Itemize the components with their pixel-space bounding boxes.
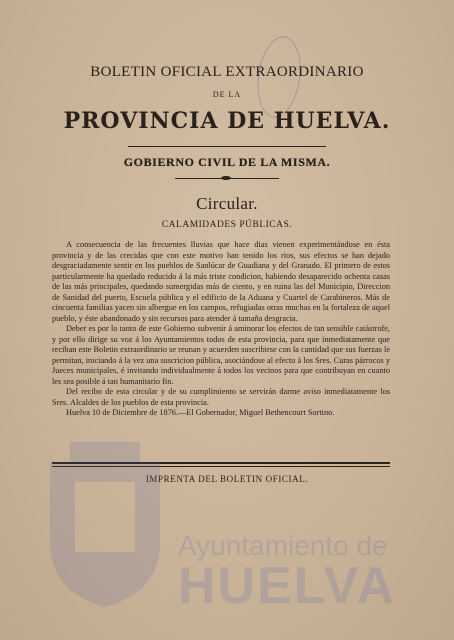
- paragraph: Huelva 10 de Diciembre de 1876.—El Gobernador, Miguel Bethencourt Sortino.: [66, 408, 335, 417]
- printer-credit: IMPRENTA DEL BOLETIN OFICIAL.: [145, 474, 309, 484]
- paragraph: Deber es por lo tanto de este Gobierno subvenir á aminorar los efectos de tan sensible catástrofe, y por ello dirige su voz á los Ayuntamientos todos de esta provincia, para que inmediatamente que reciban este Boletin extraordinario se reunan y acuerden suscribirse con la cantidad que sus fuerzas le permitan, iniciando á la vez una suscricion pública, asociándose al efecto á los Sres. Curas párrocos y Jueces municipales, é invitando individualmente á todos los vecinos para que contribuyan en cuanto les sea posible á tan humanitario fin.: [52, 324, 390, 386]
- paragraph: Del recibo de esta circular y de su cumplimiento se servirán darme aviso inmediatamente los Sres. Alcaldes de los pueblos de esta provincia.: [52, 387, 390, 407]
- header-line2: DE LA: [212, 90, 242, 99]
- header-line1: BOLETIN OFICIAL EXTRAORDINARIO: [90, 64, 364, 80]
- section-heading: GOBIERNO CIVIL DE LA MISMA.: [123, 155, 331, 169]
- ornamental-divider: [175, 178, 279, 179]
- watermark-line1: Ayuntamiento de: [178, 530, 388, 561]
- coat-of-arms-watermark: [40, 442, 170, 612]
- watermark-line2: HUELVA: [178, 557, 397, 615]
- document-subtitle: CALAMIDADES PÚBLICAS.: [161, 220, 293, 230]
- body-text: [52, 240, 390, 419]
- ornamental-rule: [128, 146, 326, 147]
- document-heading: Circular.: [196, 194, 258, 213]
- page-title: PROVINCIA DE HUELVA.: [63, 108, 391, 134]
- paragraph: A consecuencia de las frecuentes lluvias que hace dias vienen experimentándose en ésta provincia y de las crecidas que con este motivo han tenido los rios, sus efectos se han dejado desgraciadamente sentir en los pueblos de Sanlúcar de Guadiana y del Granado. El primero de estos particularmente ha quedado reducido á la más triste condicion, habiendo desaparecido ochenta casas de las más principales, quedando sumergidas más de ciento, y en ruina las del Municipio, Direccion de Sanidad del puerto, Escuela pública y el edificio de la Aduana y Cuartel de Carabineros. Más de cincuenta familias yacen sin albergue en los campos, refugiadas otras muchas en la fortaleza de aquel pueblo, y éste abandonado y sin recursos para atender á tamaña desgracia.: [52, 240, 390, 323]
